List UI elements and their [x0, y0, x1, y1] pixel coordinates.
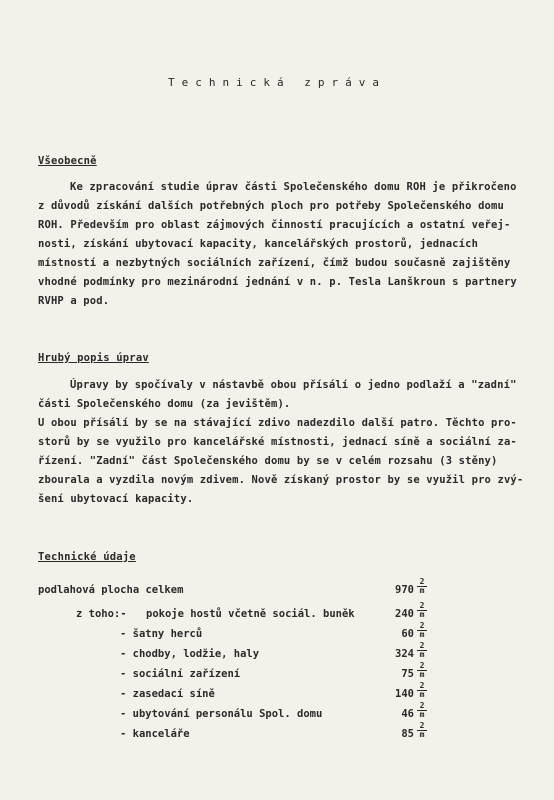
text-line: vhodné podmínky pro mezinárodní jednání v n. p. Tesla Lanškroun s partnery: [38, 276, 517, 288]
text-line: zbourala a vyzdila novým zdivem. Nově získaný prostor by se využil pro zvý-: [38, 474, 524, 486]
text-line: z důvodů získání dalších potřebných ploch pro potřeby Společenského domu: [38, 200, 504, 212]
text-line: nosti, získání ubytovací kapacity, kancelářských prostorů, jednacích: [38, 238, 479, 250]
text-line: Ke zpracování studie úprav části Společenského domu ROH je přikročeno: [70, 181, 517, 193]
item-value: 240: [395, 608, 414, 620]
unit-base: m: [419, 730, 425, 739]
unit-m2: [417, 643, 427, 658]
text-line: místností a nezbytných sociálních zařízení, čímž budou současně zajištěny: [38, 257, 511, 269]
text-line: U obou přísálí by se na stávající zdivo nadezdilo další patro. Těchto pro-: [38, 417, 517, 429]
item-label: - chodby, lodžie, haly: [120, 648, 260, 660]
unit-base: m: [419, 710, 425, 719]
item-value: 85: [401, 728, 414, 740]
text-line: řízení. "Zadní" část Společenského domu by se v celém rozsahu (3 stěny): [38, 455, 498, 467]
item-value: 75: [401, 668, 414, 680]
unit-m2: [417, 663, 427, 678]
unit-exponent: 2: [419, 701, 425, 710]
unit-base: m: [419, 670, 425, 679]
document-title: Technická zpráva: [168, 76, 386, 89]
text-line: RVHP a pod.: [38, 295, 110, 307]
unit-m2: [417, 603, 427, 618]
text-line: storů by se využilo pro kancelářské místnosti, jednací síně a sociální za-: [38, 436, 517, 448]
item-label: - ubytování personálu Spol. domu: [120, 708, 323, 720]
unit-m2: [417, 703, 427, 718]
unit-m2: [417, 683, 427, 698]
section-heading-general: Všeobecně: [38, 155, 97, 167]
unit-base: m: [419, 690, 425, 699]
unit-base: m: [419, 650, 425, 659]
item-label: - sociální zařízení: [120, 668, 241, 680]
unit-m2: [417, 623, 427, 638]
text-line: části Společenského domu (za jevištěm).: [38, 398, 291, 410]
item-label: - zasedací síně: [120, 688, 215, 700]
unit-base: m: [419, 610, 425, 619]
unit-exponent: 2: [419, 577, 425, 586]
item-value: 140: [395, 688, 414, 700]
unit-exponent: 2: [419, 681, 425, 690]
unit-base: m: [419, 586, 425, 595]
total-value: 970: [395, 584, 414, 596]
item-label: - kanceláře: [120, 728, 190, 740]
breakdown-prefix: z toho:-: [76, 608, 127, 620]
text-line: šení ubytovací kapacity.: [38, 493, 194, 505]
unit-exponent: 2: [419, 721, 425, 730]
item-label: pokoje hostů včetně sociál. buněk: [146, 608, 355, 620]
unit-m2: [417, 579, 427, 594]
unit-exponent: 2: [419, 601, 425, 610]
unit-exponent: 2: [419, 641, 425, 650]
text-line: Úpravy by spočívaly v nástavbě obou přísálí o jedno podlaží a "zadní": [70, 379, 517, 391]
section-heading-description: Hrubý popis úprav: [38, 352, 149, 364]
section-heading-technical: Technické údaje: [38, 551, 136, 563]
unit-m2: [417, 723, 427, 738]
total-label: podlahová plocha celkem: [38, 584, 184, 596]
item-value: 324: [395, 648, 414, 660]
unit-exponent: 2: [419, 661, 425, 670]
item-value: 60: [401, 628, 414, 640]
unit-base: m: [419, 630, 425, 639]
item-label: - šatny herců: [120, 628, 203, 640]
item-value: 46: [401, 708, 414, 720]
unit-exponent: 2: [419, 621, 425, 630]
text-line: ROH. Především pro oblast zájmových činností pracujících a ostatní veřej-: [38, 219, 511, 231]
